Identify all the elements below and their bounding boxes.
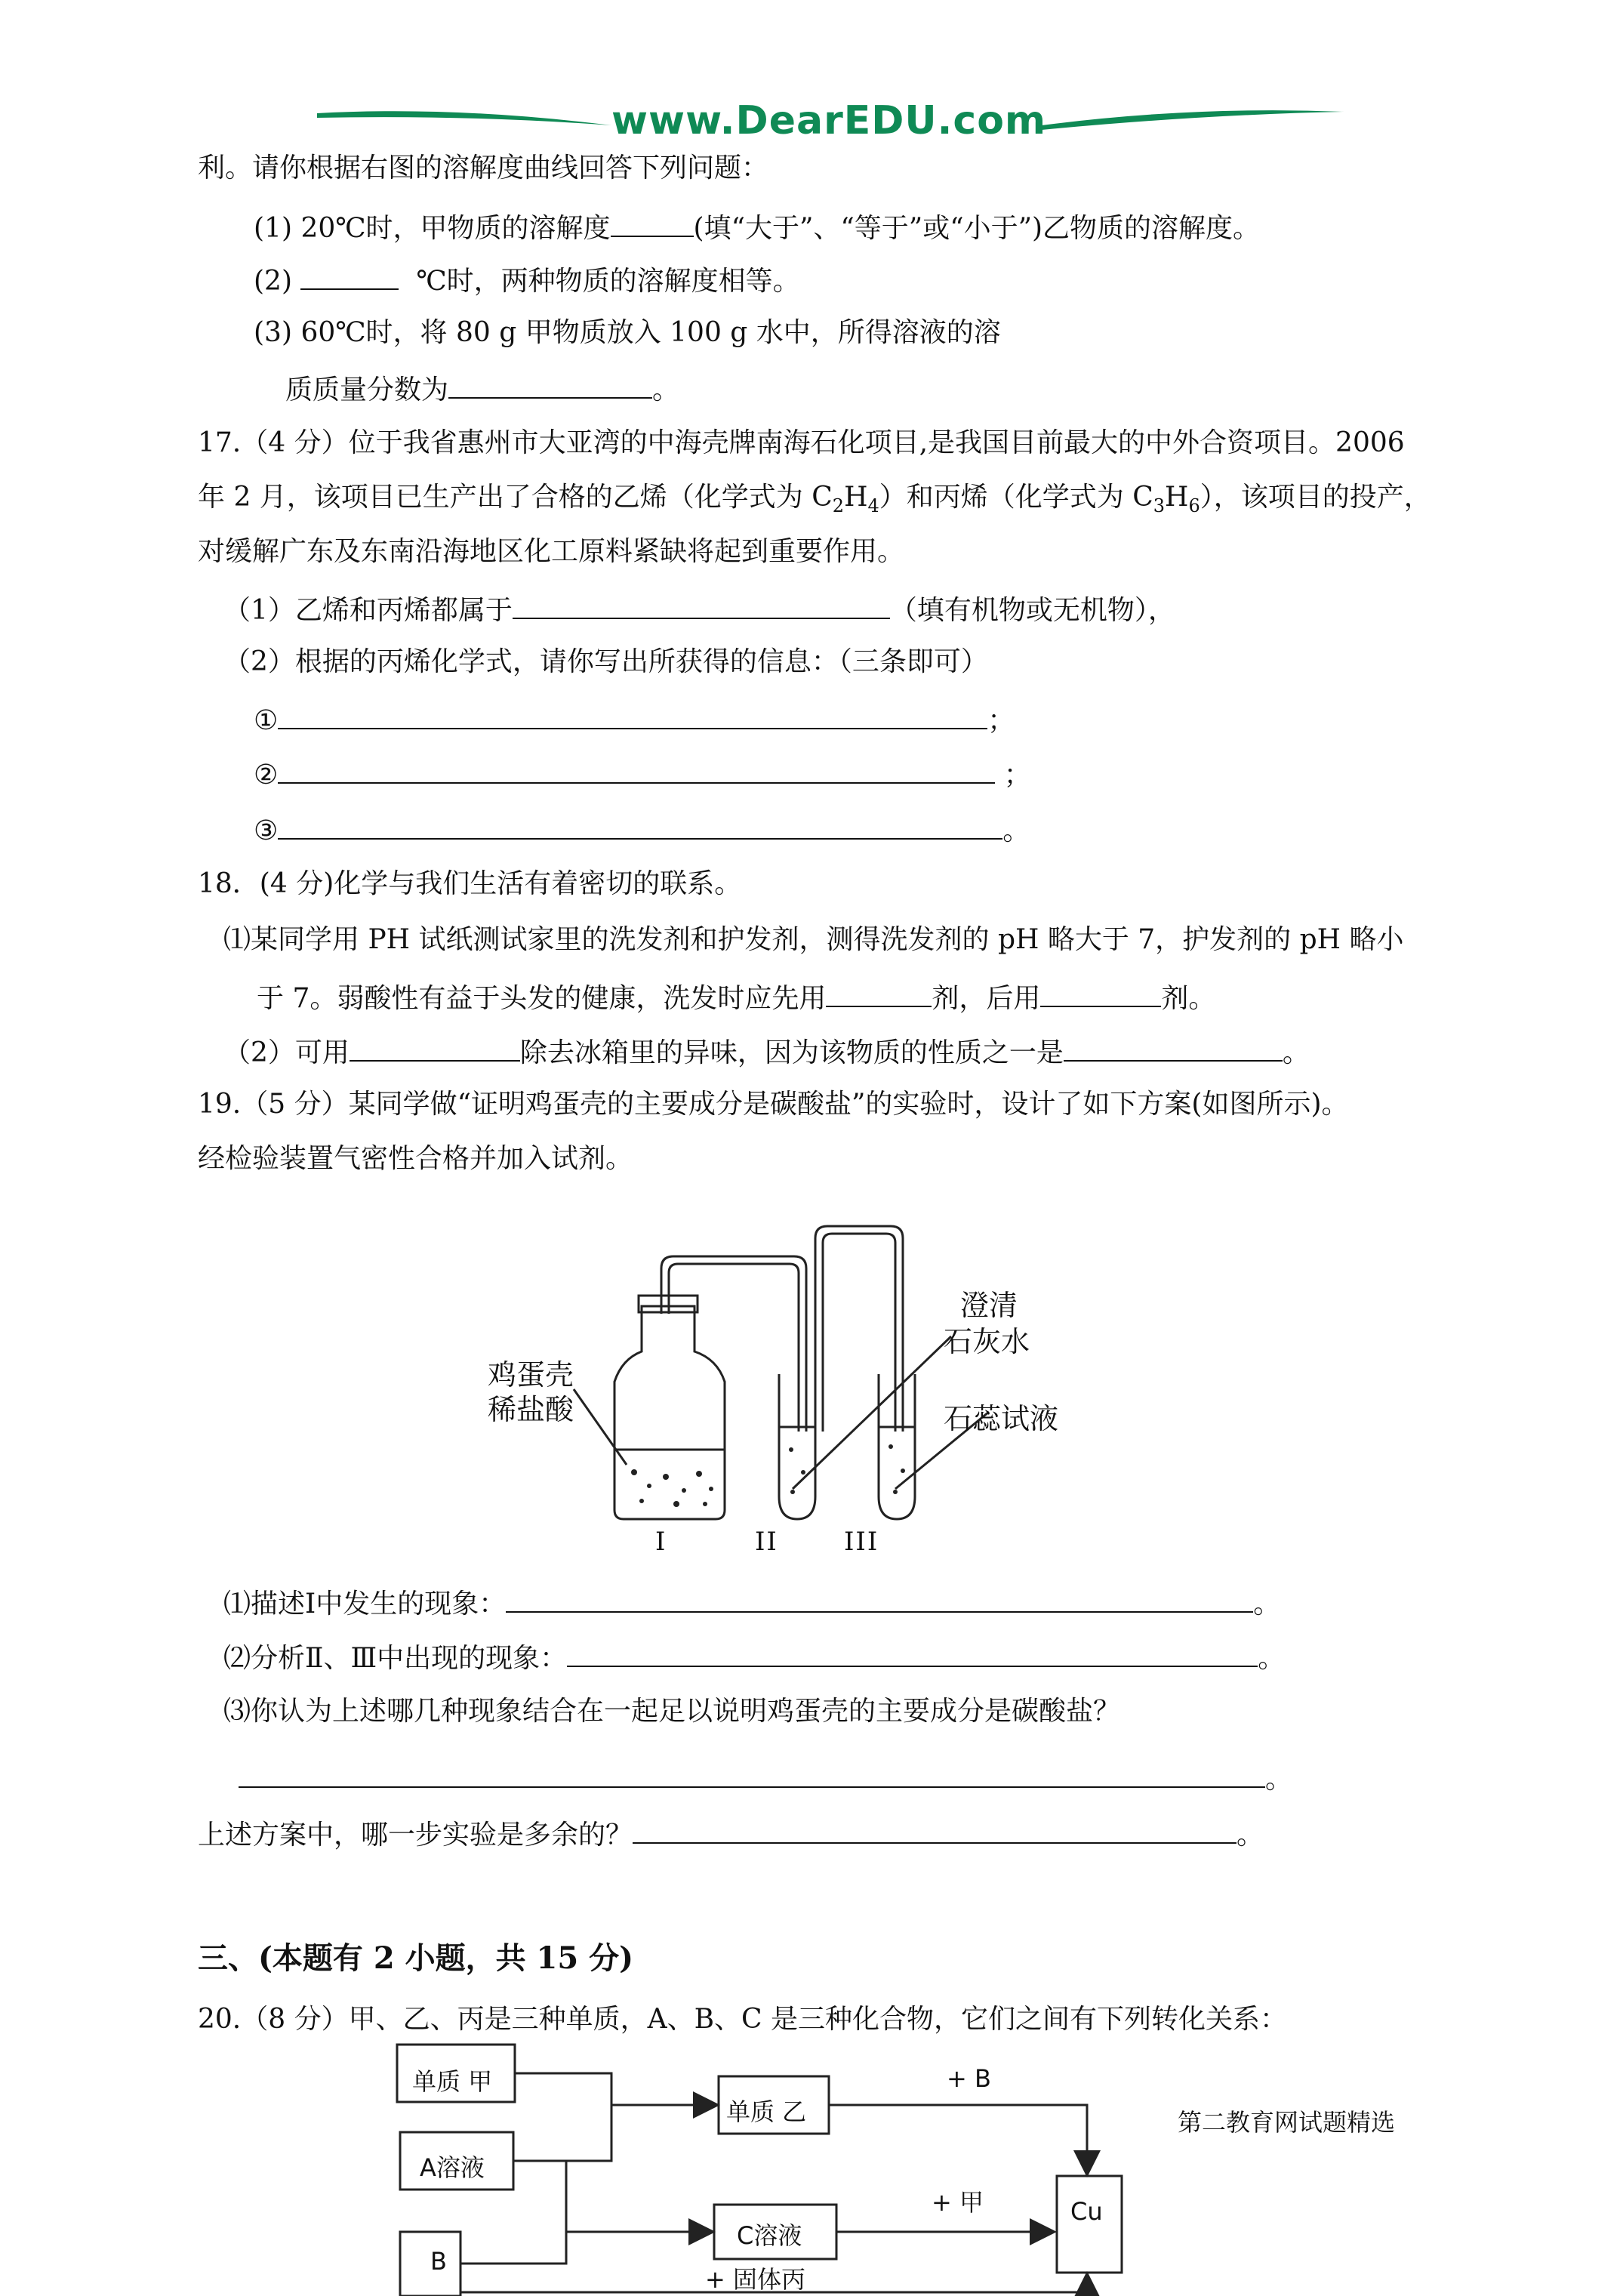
section-title: 三、(本题有 2 小题，共 15 分) xyxy=(198,1940,634,1976)
q18-p2-b: 除去冰箱里的异味，因为该物质的性质之一是 xyxy=(519,1037,1064,1068)
q18-line1: 18．(4 分)化学与我们生活有着密切的联系。 xyxy=(198,868,742,899)
arrow-label-bing: + 固体丙 xyxy=(705,2265,805,2294)
q19-part2 xyxy=(223,1638,1285,1676)
q16-part3-label: 质质量分数为 xyxy=(285,374,449,405)
q16-blank-2 xyxy=(300,261,399,290)
q17-line1: 17.（4 分）位于我省惠州市大亚湾的中海壳牌南海石化项目,是我国目前最大的中外合资项目。2006 xyxy=(198,427,1405,458)
q17-sub1: 2 xyxy=(832,495,845,517)
box-solution-c: C溶液 xyxy=(737,2221,802,2250)
label-limewater-1: 澄清 xyxy=(960,1289,1018,1322)
label-eggshell: 鸡蛋壳 xyxy=(488,1358,574,1391)
q17-c3-label: ③ xyxy=(254,815,279,846)
q19-part1 xyxy=(223,1584,1280,1622)
q19-p2-label: ⑵分析Ⅱ、Ⅲ中出现的现象： xyxy=(223,1643,568,1674)
q17-part2: （2）根据的丙烯化学式，请你写出所获得的信息：（三条即可） xyxy=(223,646,988,677)
q19-part3-answer xyxy=(239,1759,1292,1797)
q17-l2-c: ）和丙烯（化学式为 C xyxy=(879,482,1153,513)
q17-sub2: 4 xyxy=(867,495,879,517)
q17-l2-b: H xyxy=(844,482,868,513)
q17-c3-end: 。 xyxy=(1002,815,1030,846)
q16-part1 xyxy=(254,208,1260,246)
label-roman-3: III xyxy=(844,1527,879,1557)
label-roman-1: I xyxy=(655,1527,667,1557)
label-limewater-2: 石灰水 xyxy=(944,1325,1030,1358)
q16-blank-3 xyxy=(448,370,652,399)
q19-blank-1 xyxy=(506,1584,1253,1613)
q19-p4-label: 上述方案中，哪一步实验是多余的？ xyxy=(198,1820,633,1851)
q17-choice-3 xyxy=(254,811,1030,849)
q19-line2: 经检验装置气密性合格并加入试剂。 xyxy=(198,1143,633,1174)
q19-blank-2 xyxy=(567,1638,1258,1667)
q17-l2-d: H xyxy=(1165,482,1189,513)
q18-part1-line2 xyxy=(257,978,1215,1016)
label-litmus: 石蕊试液 xyxy=(944,1402,1059,1435)
header-swoosh-right xyxy=(1042,104,1344,134)
q17-c2-end: ； xyxy=(1003,760,1031,791)
q16-part2-text: ℃时，两种物质的溶解度相等。 xyxy=(416,266,800,297)
q16-part2 xyxy=(254,261,800,299)
q18-part1-line1: ⑴某同学用 PH 试纸测试家里的洗发剂和护发剂，测得洗发剂的 pH 略大于 7，护发剂的 pH 略小 xyxy=(223,924,1404,955)
q17-blank-1 xyxy=(513,590,890,619)
q18-blank-4 xyxy=(1064,1033,1283,1062)
box-element-yi: 单质 乙 xyxy=(726,2097,807,2126)
q19-p2-end: 。 xyxy=(1258,1643,1286,1674)
q16-part1-text: (1) 20℃时，甲物质的溶解度 xyxy=(254,213,611,244)
q19-part3: ⑶你认为上述哪几种现象结合在一起足以说明鸡蛋壳的主要成分是碳酸盐？ xyxy=(223,1696,1121,1727)
q19-part4 xyxy=(198,1815,1264,1853)
q17-c2-label: ② xyxy=(254,760,279,791)
q16-part3: (3) 60℃时，将 80 g 甲物质放入 100 g 水中，所得溶液的溶 xyxy=(254,317,1001,348)
box-cu: Cu xyxy=(1070,2197,1103,2226)
q19-line1: 19.（5 分）某同学做“证明鸡蛋壳的主要成分是碳酸盐”的实验时，设计了如下方案(如图所示)。 xyxy=(198,1089,1349,1120)
q16-part3-end: 。 xyxy=(652,374,680,405)
q16-blank-1 xyxy=(611,208,694,237)
q17-part1-label: （1）乙烯和丙烯都属于 xyxy=(223,595,513,626)
q18-p2-c: 。 xyxy=(1282,1037,1310,1068)
q17-line2 xyxy=(198,480,1431,523)
q18-blank-2 xyxy=(1040,978,1161,1007)
q16-part2-label: (2) xyxy=(254,266,292,297)
q18-p1-l2-b: 剂，后用 xyxy=(932,983,1041,1014)
q17-choice-2 xyxy=(254,755,1031,793)
box-element-jia: 单质 甲 xyxy=(412,2067,493,2096)
q17-sub4: 6 xyxy=(1188,495,1200,517)
q19-blank-3 xyxy=(239,1759,1265,1788)
arrow-label-jia: + 甲 xyxy=(932,2188,984,2217)
q16-part1-text-b: (填“大于”、“等于”或“小于”)乙物质的溶解度。 xyxy=(693,213,1261,244)
sidebar-note: 第二教育网试题精选 xyxy=(1178,2108,1396,2137)
q16-part3-cont xyxy=(285,370,679,408)
q17-blank-c3 xyxy=(278,811,1002,840)
q19-p1-label: ⑴描述Ⅰ中发生的现象： xyxy=(223,1589,507,1620)
box-compound-b: B xyxy=(430,2247,447,2276)
q18-p1-l2-a: 于 7。弱酸性有益于头发的健康，洗发时应先用 xyxy=(257,983,827,1014)
q17-part1 xyxy=(223,590,1175,628)
q19-p1-end: 。 xyxy=(1253,1589,1281,1620)
q19-p4-end: 。 xyxy=(1236,1820,1264,1851)
header-swoosh-left xyxy=(317,104,611,134)
box-solution-a: A溶液 xyxy=(420,2153,485,2182)
site-logo: www.DearEDU.com xyxy=(611,98,1047,143)
q17-part1-text: （填有机物或无机物）， xyxy=(889,595,1175,626)
q17-l2-e: ），该项目的投产， xyxy=(1200,482,1431,513)
arrow-label-b: + B xyxy=(947,2064,991,2093)
q18-blank-1 xyxy=(826,978,932,1007)
q18-part2 xyxy=(223,1033,1310,1071)
q19-blank-4 xyxy=(633,1815,1236,1844)
q17-l2-a: 年 2 月，该项目已生产出了合格的乙烯（化学式为 C xyxy=(198,482,833,513)
q17-sub3: 3 xyxy=(1153,495,1166,517)
q19-p3-end: 。 xyxy=(1265,1764,1293,1795)
q18-p2-a: （2）可用 xyxy=(223,1037,350,1068)
q17-blank-c1 xyxy=(278,701,987,729)
q18-p1-l2-c: 剂。 xyxy=(1161,983,1216,1014)
q17-c1-label: ① xyxy=(254,705,279,736)
q20-line1: 20.（8 分）甲、乙、丙是三种单质，A、B、C 是三种化合物，它们之间有下列转化关系： xyxy=(198,2004,1288,2035)
flow-diagram xyxy=(393,2039,1147,2296)
q17-choice-1 xyxy=(254,701,1015,738)
label-hcl: 稀盐酸 xyxy=(488,1393,574,1426)
q17-blank-c2 xyxy=(278,755,995,784)
q16-intro: 利。请你根据右图的溶解度曲线回答下列问题： xyxy=(198,153,769,183)
label-roman-2: II xyxy=(755,1527,778,1557)
q18-blank-3 xyxy=(350,1033,520,1062)
q17-c1-end: ； xyxy=(987,705,1015,736)
q17-line3: 对缓解广东及东南沿海地区化工原料紧缺将起到重要作用。 xyxy=(198,536,905,567)
